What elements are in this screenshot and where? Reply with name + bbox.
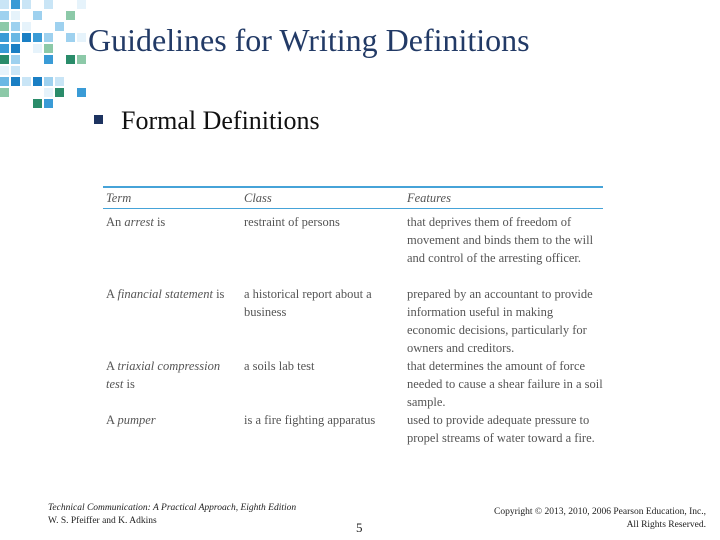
page-number: 5 xyxy=(356,520,363,535)
mosaic-tile xyxy=(11,44,20,53)
mosaic-tile xyxy=(44,99,53,108)
table-header xyxy=(103,186,603,209)
features-cell: that deprives them of freedom of movement and binds them to the will and control of the arresting officer. xyxy=(407,215,594,265)
copyright-line-2: All Rights Reserved. xyxy=(626,520,706,530)
features-cell: prepared by an accountant to provide information useful in making economic decisions, particularly for owners and creditors. xyxy=(407,287,593,355)
bullet-formal-definitions: Formal Definitions xyxy=(121,106,320,135)
table-row xyxy=(103,357,603,411)
mosaic-tile xyxy=(55,77,64,86)
mosaic-tile xyxy=(44,55,53,64)
mosaic-tile xyxy=(33,77,42,86)
mosaic-tile xyxy=(33,44,42,53)
copyright-line-1: Copyright © 2013, 2010, 2006 Pearson Education, Inc., xyxy=(494,507,706,517)
mosaic-tile xyxy=(44,88,53,97)
class-cell: is a fire fighting apparatus xyxy=(244,413,376,427)
mosaic-tile xyxy=(22,22,31,31)
table-row xyxy=(103,213,603,285)
mosaic-tile xyxy=(0,44,9,53)
class-cell: restraint of persons xyxy=(244,215,340,229)
term-cell: A financial statement is xyxy=(106,287,225,301)
mosaic-tile xyxy=(0,33,9,42)
mosaic-tile xyxy=(11,33,20,42)
footer-authors: W. S. Pfeiffer and K. Adkins xyxy=(48,516,157,526)
term-cell: A triaxial compression test is xyxy=(106,359,221,391)
mosaic-tile xyxy=(33,33,42,42)
mosaic-tile xyxy=(44,33,53,42)
term-cell: An arrest is xyxy=(106,215,166,229)
mosaic-tile xyxy=(0,66,9,75)
mosaic-tile xyxy=(66,33,75,42)
mosaic-tile xyxy=(77,88,86,97)
mosaic-tile xyxy=(55,22,64,31)
footer-book-title: Technical Communication: A Practical Approach, Eighth Edition xyxy=(48,503,297,513)
mosaic-tile xyxy=(44,44,53,53)
mosaic-tile xyxy=(0,77,9,86)
mosaic-tile xyxy=(0,11,9,20)
mosaic-tile xyxy=(0,55,9,64)
features-cell: used to provide adequate pressure to propel streams of water toward a fire. xyxy=(407,413,595,445)
mosaic-tile xyxy=(22,0,31,9)
mosaic-tile xyxy=(0,88,9,97)
footer-citation xyxy=(48,502,296,528)
decorative-mosaic xyxy=(0,0,90,110)
definitions-table xyxy=(103,186,603,465)
mosaic-tile xyxy=(0,22,9,31)
mosaic-tile xyxy=(11,22,20,31)
table-row xyxy=(103,285,603,357)
mosaic-tile xyxy=(22,33,31,42)
mosaic-tile xyxy=(66,11,75,20)
mosaic-tile xyxy=(11,0,20,9)
slide-title: Guidelines for Writing Definitions xyxy=(88,22,530,58)
mosaic-tile xyxy=(44,0,53,9)
mosaic-tile xyxy=(77,55,86,64)
mosaic-tile xyxy=(11,77,20,86)
header-term: Term xyxy=(106,191,132,205)
mosaic-tile xyxy=(33,11,42,20)
table-row xyxy=(103,411,603,465)
bullet-square-icon xyxy=(94,115,103,124)
footer-copyright xyxy=(494,506,706,532)
class-cell: a historical report about a business xyxy=(244,287,372,319)
term-cell: A pumper xyxy=(106,413,156,427)
mosaic-tile xyxy=(33,99,42,108)
mosaic-tile xyxy=(11,11,20,20)
mosaic-tile xyxy=(77,33,86,42)
mosaic-tile xyxy=(11,55,20,64)
mosaic-tile xyxy=(77,0,86,9)
header-class: Class xyxy=(244,191,272,205)
mosaic-tile xyxy=(0,0,9,9)
header-features: Features xyxy=(407,191,451,205)
class-cell: a soils lab test xyxy=(244,359,315,373)
mosaic-tile xyxy=(66,55,75,64)
mosaic-tile xyxy=(22,77,31,86)
features-cell: that determines the amount of force needed to cause a shear failure in a soil sample. xyxy=(407,359,603,409)
mosaic-tile xyxy=(44,77,53,86)
mosaic-tile xyxy=(55,88,64,97)
mosaic-tile xyxy=(11,66,20,75)
